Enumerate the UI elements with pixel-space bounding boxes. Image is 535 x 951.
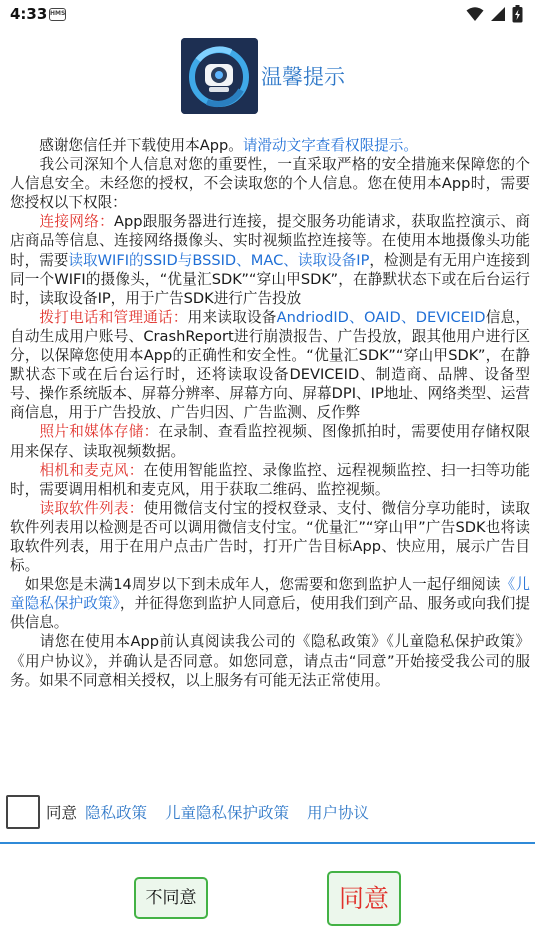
intro-text: 感谢您信任并下载使用本App。 <box>39 137 243 154</box>
agree-label: 同意 <box>46 804 78 822</box>
minor-text-2: ，并征得您到监护人同意后，使用我们到产品、服务或向我们提供信息。 <box>10 595 530 632</box>
camera-text: 在使用智能监控、录像监控、远程视频监控、扫一扫等功能时，需要调用相机和麦克风，用于获取二维码、监控视频。 <box>10 461 530 498</box>
phone-text: 用来读取设备 <box>187 308 277 326</box>
dialog-header <box>181 38 345 114</box>
software-paragraph <box>10 499 530 575</box>
wifi-icon <box>466 6 484 22</box>
status-icons <box>466 5 523 23</box>
hms-notification-icon: HMS <box>49 8 66 21</box>
agree-button[interactable]: 同意 <box>327 871 401 926</box>
permission-text[interactable] <box>10 136 530 690</box>
media-text: 在录制、查看监控视频、图像抓拍时，需要使用存储权限用来保存、读取视频数据。 <box>10 423 530 460</box>
camera-heading: 相机和麦克风： <box>39 461 144 479</box>
child-privacy-policy-link[interactable]: 儿童隐私保护政策 <box>165 804 290 822</box>
network-text-2: ，检测是有无用户连接到同一个WIFI的摄像头，“优量汇SDK”“穿山甲SDK”，在静默状态下或在后台运行时，读取设备IP，用于广告SDK进行广告投放 <box>10 251 530 307</box>
privacy-text: 我公司深知个人信息对您的重要性，一直采取严格的安全措施来保障您的个人信息安全。未经您的授权，不会读取您的个人信息。您在使用本App时，需要您授权以下权限： <box>10 156 530 212</box>
closing-text: 请您在使用本App前认真阅读我公司的《隐私政策》《儿童隐私保护政策》《用户协议》，并确认是否同意。如您同意，请点击“同意”开始接受我公司的服务。如果不同意相关授权，以上服务有可能无法正常使用。 <box>10 633 530 689</box>
child-policy-inline-link[interactable]: 《儿童隐私保护政策》 <box>10 576 530 613</box>
media-paragraph <box>10 422 530 460</box>
media-heading: 照片和媒体存储： <box>39 423 159 441</box>
minor-paragraph <box>10 575 530 632</box>
privacy-paragraph <box>10 155 530 212</box>
camera-paragraph <box>10 461 530 499</box>
phone-text-2: 信息，自动生成用户账号、CrashReport进行崩溃报告、广告投放，跟其他用户进行区分，以保障您使用本App的正确性和安全性。“优量汇SDK”“穿山甲SDK”，在静默状态下或在后台运行时，还将读取设备DEVICEID、制造商、品牌、设备型号、操作系统版本、屏幕分辨率、屏幕方向、屏幕DPI、IP地址、网络类型、运营商信息，用于广告投放、广告归因、广告监测、反作弊 <box>10 308 530 422</box>
network-paragraph <box>10 212 530 307</box>
software-heading: 读取软件列表： <box>39 499 144 517</box>
camera-logo-icon <box>181 38 258 114</box>
dialog-title: 温馨提示 <box>261 65 345 89</box>
user-agreement-link[interactable]: 用户协议 <box>307 804 370 822</box>
network-text: App跟服务器进行连接，提交服务功能请求，获取监控演示、商店商品等信息、连接网络摄像头、实时视频监控连接等。在使用本地摄像头功能时，需要 <box>10 213 530 269</box>
phone-heading: 拨打电话和管理通话： <box>39 308 188 326</box>
status-time: 4:33 <box>10 5 48 23</box>
agreement-row <box>6 795 369 829</box>
battery-icon <box>512 5 523 23</box>
divider <box>0 842 535 844</box>
closing-paragraph <box>10 632 530 689</box>
network-heading: 连接网络： <box>39 213 115 231</box>
minor-text: 如果您是未满14周岁以下到未成年人，您需要和您到监护人一起仔细阅读 <box>24 576 501 594</box>
disagree-button[interactable]: 不同意 <box>134 877 208 919</box>
signal-icon <box>490 6 506 22</box>
intro-paragraph <box>10 136 530 155</box>
network-highlight: 读取WIFI的SSID与BSSID、MAC、读取设备IP <box>68 251 370 269</box>
status-bar <box>0 0 535 30</box>
privacy-policy-link[interactable]: 隐私政策 <box>85 804 148 822</box>
scroll-hint-link: 请滑动文字查看权限提示。 <box>242 137 418 154</box>
phone-highlight: AndriodID、OAID、DEVICEID <box>276 308 486 326</box>
agree-checkbox[interactable] <box>6 795 40 829</box>
phone-paragraph <box>10 308 530 423</box>
software-text: 使用微信支付宝的授权登录、支付、微信分享功能时，读取软件列表用以检测是否可以调用微信支付宝。“优量汇”“穿山甲”广告SDK也将读取软件列表，用于在用户点击广告时，打开广告目标App、快应用，展示广告目标。 <box>10 499 530 575</box>
